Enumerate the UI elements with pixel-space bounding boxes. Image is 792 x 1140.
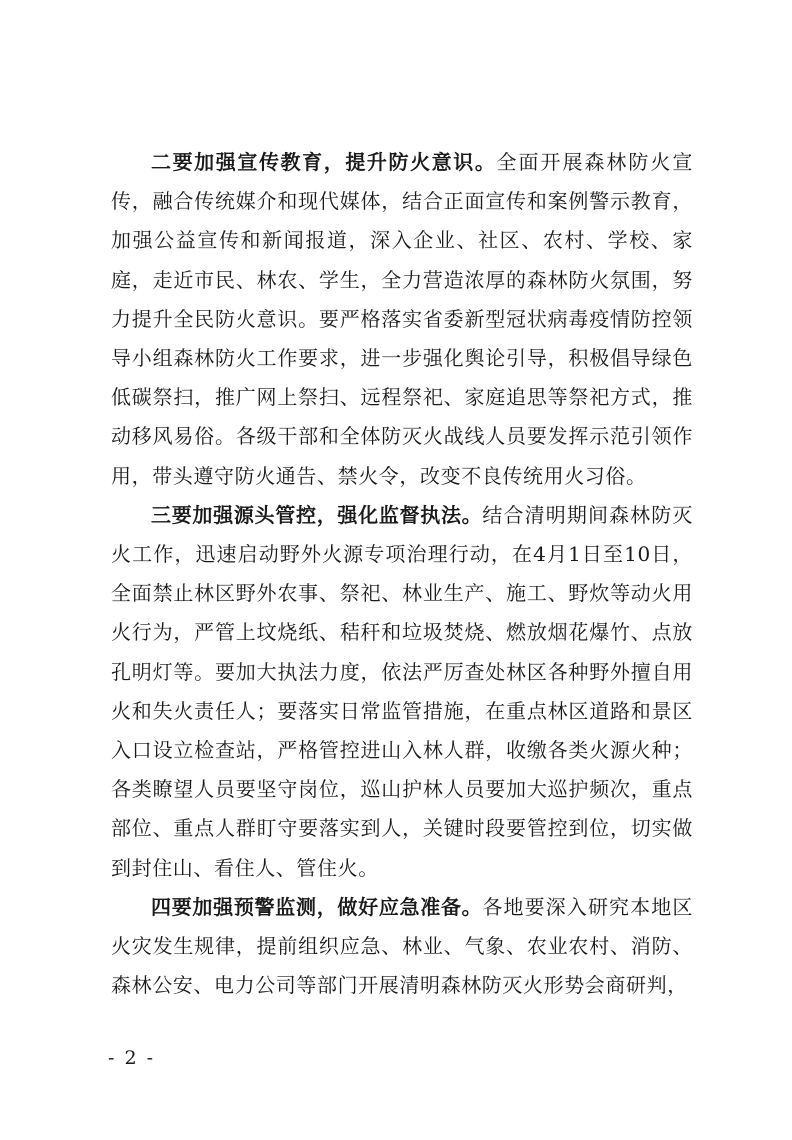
paragraph-heading: 四要加强预警监测，做好应急准备。	[151, 894, 483, 919]
paragraph-text: 全面开展森林防火宣传，融合传统媒介和现代媒体，结合正面宣传和案例警示教育，加强公益宣传和新闻报道，深入企业、社区、农村、学校、家庭，走近市民、林农、学生，全力营造浓厚的森林防火氛围，努力提升全民防火意识。要严格落实省委新型冠状病毒疫情防控领导小组森林防火工作要求，进一步强化舆论引导，积极倡导绿色低碳祭扫，推广网上祭扫、远程祭祀、家庭追思等祭祀方式，推动移风易俗。各级干部和全体防灭火战线人员要发挥示范引领作用，带头遵守防火通告、禁火令，改变不良传统用火习俗。	[111, 150, 693, 488]
paragraph-text: 各地要深入研究本地区火灾发生规律，提前组织应急、林业、气象、农业农村、消防、森林公安、电力公司等部门开展清明森林防灭火形势会商研判，	[111, 894, 693, 998]
paragraph-early-warning	[111, 888, 693, 1006]
paragraph-text: 结合清明期间森林防灭火工作，迅速启动野外火源专项治理行动，在4月1日至10日，全面禁止林区野外农事、祭祀、林业生产、施工、野炊等动火用火行为，严管上坟烧纸、秸秆和垃圾焚烧、燃放烟花爆竹、点放孔明灯等。要加大执法力度，依法严厉查处林区各种野外擅自用火和失火责任人；要落实日常监管措施，在重点林区道路和景区入口设立检查站，严格管控进山入林人群，收缴各类火源火种；各类瞭望人员要坚守岗位，巡山护林人员要加大巡护频次，重点部位、重点人群盯守要落实到人，关键时段要管控到位，切实做到封住山、看住人、管住火。	[111, 502, 693, 880]
paragraph-publicity-education	[111, 143, 693, 496]
paragraph-heading: 二要加强宣传教育，提升防火意识。	[151, 150, 497, 174]
page-number: - 2 -	[108, 1047, 156, 1069]
document-body	[111, 143, 693, 1005]
paragraph-heading: 三要加强源头管控，强化监督执法。	[151, 502, 483, 527]
paragraph-source-control	[111, 496, 693, 888]
